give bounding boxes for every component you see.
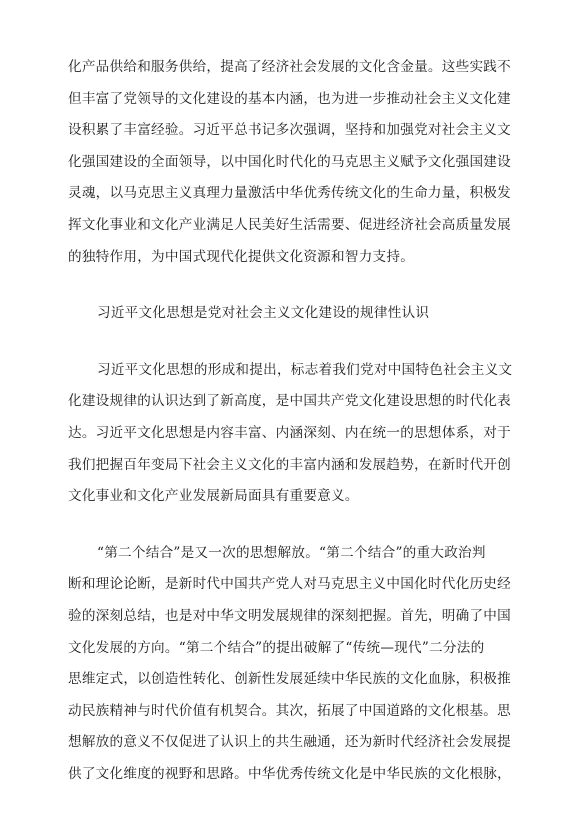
text-line: 化建设规律的认识达到了新高度，是中国共产党文化建设思想的时代化表 <box>68 393 511 410</box>
text-line: 达。习近平文化思想是内容丰富、内涵深刻、内在统一的思想体系，对于 <box>68 424 511 441</box>
text-line: 但丰富了党领导的文化建设的基本内涵，也为进一步推动社会主义文化建 <box>68 90 511 107</box>
paragraph-spacer <box>68 273 524 298</box>
paragraph-2 <box>68 355 524 513</box>
paragraph-3 <box>68 538 524 791</box>
text-line: 化强国建设的全面领导，以中国化时代化的马克思主义赋予文化强国建设 <box>68 153 511 170</box>
paragraph-spacer <box>68 513 524 538</box>
text-line: 文化发展的方向。“第二个结合”的提出破解了“传统—现代”二分法的 <box>68 639 485 656</box>
text-line: 挥文化事业和文化产业满足人民美好生活需要、促进经济社会高质量发展 <box>68 216 511 233</box>
text-line: 习近平文化思想的形成和提出，标志着我们党对中国特色社会主义文 <box>97 361 513 378</box>
text-line: 的独特作用，为中国式现代化提供文化资源和智力支持。 <box>68 248 415 265</box>
text-line: 动民族精神与时代价值有机契合。其次，拓展了中国道路的文化根基。思 <box>68 702 511 719</box>
text-line: 灵魂，以马克思主义真理力量激活中华优秀传统文化的生命力量，积极发 <box>68 185 511 202</box>
text-line: 供了文化维度的视野和思路。中华优秀传统文化是中华民族的文化根脉， <box>68 765 511 782</box>
text-line: 文化事业和文化产业发展新局面具有重要意义。 <box>68 488 359 505</box>
text-line: 验的深刻总结，也是对中华文明发展规律的深刻把握。首先，明确了中国 <box>68 607 511 624</box>
paragraph-1 <box>68 52 524 273</box>
text-line: “第二个结合”是又一次的思想解放。“第二个结合”的重大政治判 <box>97 544 486 561</box>
text-line: 想解放的意义不仅促进了认识上的共生融通，还为新时代经济社会发展提 <box>68 734 511 751</box>
text-line: 我们把握百年变局下社会主义文化的丰富内涵和发展趋势，在新时代开创 <box>68 456 511 473</box>
text-line: 设积累了丰富经验。习近平总书记多次强调，坚持和加强党对社会主义文 <box>68 122 511 139</box>
text-line: 化产品供给和服务供给，提高了经济社会发展的文化含金量。这些实践不 <box>68 59 511 75</box>
paragraph-spacer <box>68 330 524 355</box>
text-line: 断和理论论断，是新时代中国共产党人对马克思主义中国化时代化历史经 <box>68 576 511 593</box>
text-line: 思维定式，以创造性转化、创新性发展延续中华民族的文化血脉，积极推 <box>68 671 511 688</box>
section-heading: 习近平文化思想是党对社会主义文化建设的规律性认识 <box>97 305 430 322</box>
